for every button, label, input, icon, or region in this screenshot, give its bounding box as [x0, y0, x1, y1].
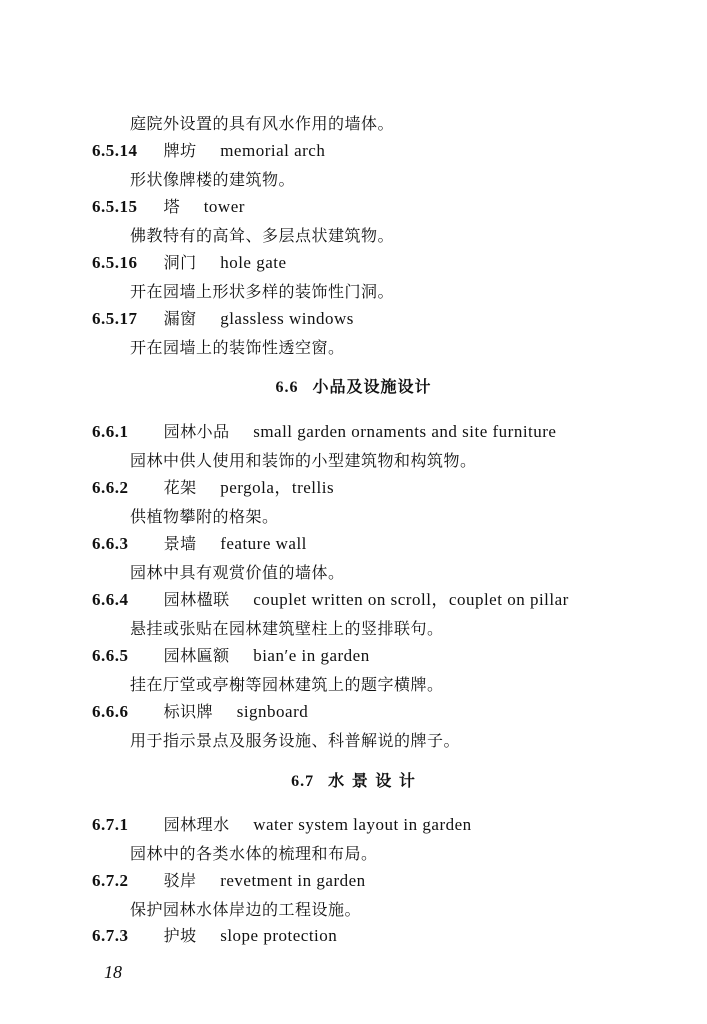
term-english: pergola，trellis	[220, 478, 335, 497]
term-chinese: 标识牌	[163, 702, 214, 721]
term-number: 6.6.2	[92, 478, 129, 497]
term-definition: 园林中供人使用和装饰的小型建筑物和构筑物。	[130, 451, 477, 470]
term-chinese: 牌坊	[163, 141, 197, 160]
term-number: 6.7.3	[92, 926, 129, 945]
term-definition: 悬挂或张贴在园林建筑壁柱上的竖排联句。	[130, 619, 444, 638]
term-entry	[92, 141, 325, 161]
term-number: 6.6.5	[92, 646, 129, 665]
term-english: bian′e in garden	[253, 646, 370, 665]
section-heading	[0, 771, 707, 792]
term-definition: 佛教特有的高耸、多层点状建筑物。	[130, 226, 395, 245]
term-english: hole gate	[220, 253, 287, 272]
term-entry	[92, 253, 287, 273]
term-definition: 供植物攀附的格架。	[130, 507, 279, 526]
term-number: 6.7.1	[92, 815, 129, 834]
term-number: 6.6.4	[92, 590, 129, 609]
term-entry	[92, 871, 366, 891]
term-chinese: 花架	[163, 478, 197, 497]
definition-continuation: 庭院外设置的具有风水作用的墙体。	[130, 114, 395, 133]
term-chinese: 驳岸	[163, 871, 197, 890]
term-definition: 开在园墙上形状多样的装饰性门洞。	[130, 282, 395, 301]
term-chinese: 塔	[163, 197, 181, 216]
term-chinese: 漏窗	[163, 309, 197, 328]
term-entry	[92, 197, 245, 217]
section-title: 水 景 设 计	[328, 771, 416, 790]
term-definition: 形状像牌楼的建筑物。	[130, 170, 296, 189]
term-definition: 挂在厅堂或亭榭等园林建筑上的题字横牌。	[130, 675, 444, 694]
term-definition: 园林中具有观赏价值的墙体。	[130, 563, 345, 582]
term-entry	[92, 590, 569, 610]
term-entry	[92, 309, 354, 329]
term-definition: 用于指示景点及服务设施、科普解说的牌子。	[130, 731, 461, 750]
page-number: 18	[104, 962, 122, 982]
term-chinese: 洞门	[163, 253, 197, 272]
term-number: 6.7.2	[92, 871, 129, 890]
term-number: 6.6.1	[92, 422, 129, 441]
term-number: 6.6.3	[92, 534, 129, 553]
term-english: signboard	[236, 702, 309, 721]
term-entry	[92, 534, 307, 554]
term-english: revetment in garden	[220, 871, 366, 890]
term-chinese: 园林楹联	[163, 590, 230, 609]
term-chinese: 园林理水	[163, 815, 230, 834]
section-number: 6.7	[291, 773, 315, 790]
term-entry	[92, 422, 556, 442]
term-chinese: 园林匾额	[163, 646, 230, 665]
term-number: 6.5.17	[92, 309, 138, 328]
term-chinese: 园林小品	[163, 422, 230, 441]
term-number: 6.6.6	[92, 702, 129, 721]
section-title: 小品及设施设计	[312, 377, 432, 396]
term-definition: 开在园墙上的装饰性透空窗。	[130, 338, 345, 357]
term-definition: 保护园林水体岸边的工程设施。	[130, 900, 362, 919]
term-english: water system layout in garden	[253, 815, 472, 834]
term-english: feature wall	[220, 534, 307, 553]
term-english: glassless windows	[220, 309, 354, 328]
section-number: 6.6	[275, 379, 299, 396]
term-english: slope protection	[220, 926, 338, 945]
term-definition: 园林中的各类水体的梳理和布局。	[130, 844, 378, 863]
term-english: memorial arch	[220, 141, 326, 160]
term-english: small garden ornaments and site furniture	[253, 422, 557, 441]
term-entry	[92, 815, 472, 835]
term-number: 6.5.14	[92, 141, 138, 160]
term-entry	[92, 646, 370, 666]
term-number: 6.5.16	[92, 253, 138, 272]
term-entry	[92, 702, 308, 722]
term-chinese: 景墙	[163, 534, 197, 553]
term-number: 6.5.15	[92, 197, 138, 216]
term-entry	[92, 478, 334, 498]
term-english: tower	[203, 197, 245, 216]
term-entry	[92, 926, 337, 946]
term-chinese: 护坡	[163, 926, 197, 945]
term-english: couplet written on scroll，couplet on pillar	[253, 590, 569, 609]
section-heading	[0, 377, 707, 398]
